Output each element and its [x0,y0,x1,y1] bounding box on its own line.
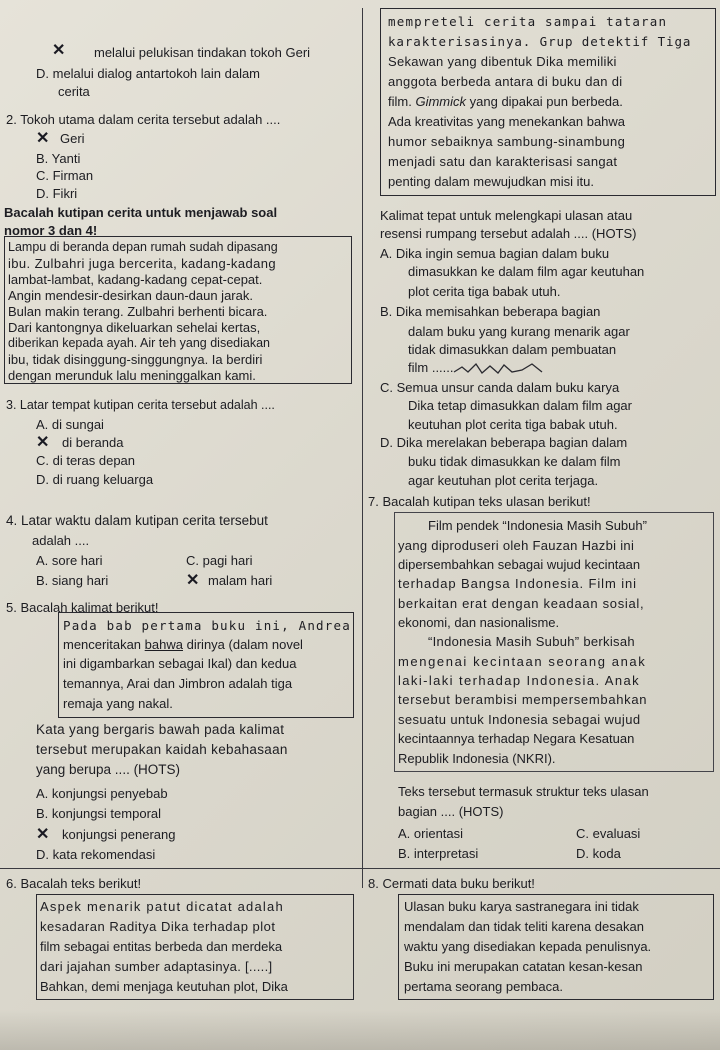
q6-question: Kalimat tepat untuk melengkapi ulasan atau [380,208,633,223]
quote-word: yang dipakai pun berbeda. [469,94,623,109]
quote-word: dirinya (dalam novel [186,637,303,652]
q6-option-d-cont: agar keutuhan plot cerita terjaga. [408,473,599,488]
quote-line: Buku ini merupakan catatan kesan-kesan [404,959,643,974]
handwriting-scribble [452,358,552,378]
passage-line: ibu, tidak disinggung-singgungnya. Ia berdiri [8,352,263,367]
quote-line: laki-laki terhadap Indonesia. Anak [398,673,641,688]
q7-option-a: A. orientasi [398,826,464,841]
q6-option-a-cont: plot cerita tiga babak utuh. [408,284,561,299]
quote-line: yang diproduseri oleh Fauzan Hazbi ini [398,538,635,553]
quote-line: Ulasan buku karya sastranegara ini tidak [404,899,639,914]
quote-line: anggota berbeda antara di buku dan di [388,74,623,89]
answer-cross-mark: ✕ [52,42,66,59]
q5-question: Kata yang bergaris bawah pada kalimat [36,722,285,737]
q7-stem: 7. Bacalah kutipan teks ulasan berikut! [368,494,591,509]
quote-line: “Indonesia Masih Subuh” berkisah [428,634,635,649]
q1-option-d: D. melalui dialog antartokoh lain dalam [36,66,261,81]
column-divider [362,8,363,888]
answer-cross-mark: ✕ [186,572,200,589]
q7-option-d: D. koda [576,846,621,861]
quote-line: ekonomi, dan nasionalisme. [398,615,560,630]
quote-line: humor sebaiknya sambung-sinambung [388,134,626,149]
q5-option-d: D. kata rekomendasi [36,847,156,862]
q6-option-c: C. Semua unsur canda dalam buku karya [380,380,620,395]
q4-stem-cont: adalah .... [32,533,90,548]
q2-option-d: D. Fikri [36,186,78,201]
q2-option-a: Geri [60,131,85,146]
q4-option-d: malam hari [208,573,273,588]
quote-line: kecintaannya terhadap Negara Kesatuan [398,731,635,746]
quote-line: menjadi satu dan karakterisasi sangat [388,154,618,169]
quote-line [388,94,623,109]
q5-question: tersebut merupakan kaidah kebahasaan [36,742,288,757]
quote-line: sesuatu untuk Indonesia sebagai wujud [398,712,641,727]
quote-word: film. [388,94,412,109]
q6-option-b-cont: dalam buku yang kurang menarik agar [408,324,630,339]
q5-question: yang berupa .... (HOTS) [36,762,181,777]
quote-line: waktu yang disediakan kepada penulisnya. [404,939,652,954]
q1-option-d-cont: cerita [58,84,90,99]
passage-line: ibu. Zulbahri juga bercerita, kadang-kadang [8,256,276,271]
q7-option-c: C. evaluasi [576,826,641,841]
q5-option-c: konjungsi penerang [62,827,176,842]
quote-line: mengenai kecintaan seorang anak [398,654,647,669]
q3-option-a: A. di sungai [36,417,104,432]
q6-option-b-cont: film ...... [408,360,454,375]
quote-line: berkaitan erat dengan keadaan sosial, [398,596,645,611]
q3-option-c: C. di teras depan [36,453,136,468]
section-heading: Bacalah kutipan cerita untuk menjawab soal [4,205,278,220]
q3-option-b: di beranda [62,435,124,450]
q6-option-a: A. Dika ingin semua bagian dalam buku [380,246,610,261]
answer-cross-mark: ✕ [36,130,50,147]
q6-option-d-cont: buku tidak dimasukkan ke dalam film [408,454,621,469]
q2-option-c: C. Firman [36,168,94,183]
q8-stem: 8. Cermati data buku berikut! [368,876,535,891]
q6-option-c-cont: keutuhan plot cerita tiga babak utuh. [408,417,618,432]
quote-line: Ada kreativitas yang menekankan bahwa [388,114,626,129]
passage-line: diberikan kepada ayah. Air teh yang disediakan [8,336,270,350]
quote-word: menceritakan [63,637,142,652]
quote-line: temannya, Arai dan Jimbron adalah tiga [63,676,293,691]
quote-line: terhadap Bangsa Indonesia. Film ini [398,576,637,591]
answer-cross-mark: ✕ [36,434,50,451]
underlined-word: bahwa [144,637,183,652]
q5-stem: 5. Bacalah kalimat berikut! [6,600,159,615]
quote-line: Republik Indonesia (NKRI). [398,751,556,766]
quote-line: penting dalam mewujudkan misi itu. [388,174,594,189]
q5-option-a: A. konjungsi penyebab [36,786,168,801]
passage-line: Bulan makin terang. Zulbahri berhenti bicara. [8,304,268,319]
q2-option-b: B. Yanti [36,151,81,166]
q6-option-d: D. Dika merelakan beberapa bagian dalam [380,435,628,450]
q6-option-a-cont: dimasukkan ke dalam film agar keutuhan [408,264,645,279]
row-divider [0,868,720,869]
quote-line [63,637,303,652]
passage-line: lambat-lambat, kadang-kadang cepat-cepat. [8,272,263,287]
q7-option-b: B. interpretasi [398,846,479,861]
q6-option-c-cont: Dika tetap dimasukkan dalam film agar [408,398,632,413]
quote-line: pertama seorang pembaca. [404,979,563,994]
q4-stem: 4. Latar waktu dalam kutipan cerita tersebut [6,513,268,528]
q5-option-b: B. konjungsi temporal [36,806,162,821]
quote-line: Bahkan, demi menjaga keutuhan plot, Dika [40,979,288,994]
q6-option-b: B. Dika memisahkan beberapa bagian [380,304,601,319]
passage-line: Lampu di beranda depan rumah sudah dipasang [8,240,278,254]
q6-option-b-cont: tidak dimasukkan dalam pembuatan [408,342,617,357]
quote-line: tersebut berambisi mempersembahkan [398,692,648,707]
section-heading-cont: nomor 3 dan 4! [4,223,98,238]
quote-line: remaja yang nakal. [63,696,173,711]
quote-line: dari jajahan sumber adaptasinya. [.....] [40,959,273,974]
quote-line: Aspek menarik patut dicatat adalah [40,899,284,914]
q6-stem: 6. Bacalah teks berikut! [6,876,142,891]
quote-line: mempreteli cerita sampai tataran [388,14,668,29]
quote-line: ini digambarkan sebagai Ikal) dan kedua [63,656,297,671]
q7-question: bagian .... (HOTS) [398,804,504,819]
q2-stem: 2. Tokoh utama dalam cerita tersebut adalah .... [6,112,281,127]
quote-line: mendalam dan tidak teliti karena desakan [404,919,644,934]
quote-line: kesadaran Raditya Dika terhadap plot [40,919,276,934]
q7-question: Teks tersebut termasuk struktur teks ulasan [398,784,649,799]
q4-option-a: A. sore hari [36,553,103,568]
quote-line: Sekawan yang dibentuk Dika memiliki [388,54,617,69]
italic-word: Gimmick [415,94,467,109]
passage-line: dengan merunduk lalu meninggalkan kami. [8,368,256,383]
quote-line: dipersembahkan sebagai wujud kecintaan [398,557,641,572]
answer-cross-mark: ✕ [36,826,50,843]
quote-line: Pada bab pertama buku ini, Andrea [63,618,351,633]
q4-option-b: B. siang hari [36,573,109,588]
q4-option-c: C. pagi hari [186,553,253,568]
quote-line: Film pendek “Indonesia Masih Subuh” [428,518,647,533]
passage-line: Dari kantongnya dikeluarkan sehelai kertas, [8,320,261,335]
q1-option-c: melalui pelukisan tindakan tokoh Geri [94,45,311,60]
quote-line: karakterisasinya. Grup detektif Tiga [388,34,692,49]
q3-option-d: D. di ruang keluarga [36,472,154,487]
q3-stem: 3. Latar tempat kutipan cerita tersebut adalah .... [6,398,275,412]
quote-line: film sebagai entitas berbeda dan merdeka [40,939,283,954]
passage-line: Angin mendesir-desirkan daun-daun jarak. [8,288,253,303]
q6-question: resensi rumpang tersebut adalah .... (HOTS) [380,226,637,241]
